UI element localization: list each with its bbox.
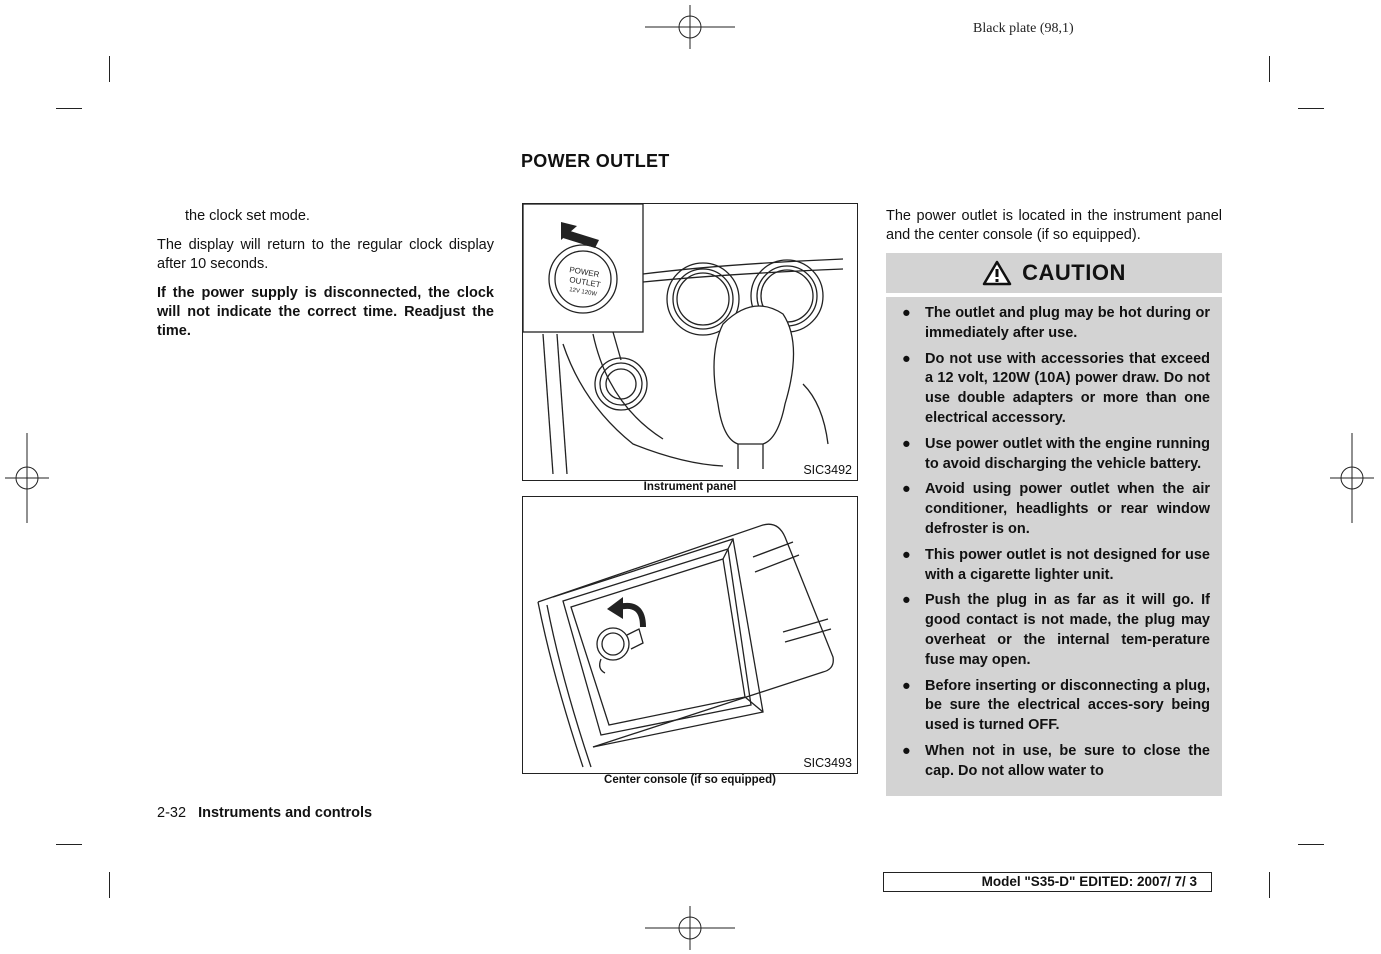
center-console-illustration xyxy=(523,497,857,773)
registration-mark-right xyxy=(1330,433,1374,523)
registration-mark-bottom xyxy=(645,906,735,950)
caution-item: ● Before inserting or disconnecting a plug, be sure the electrical acces-sory being used is turned OFF. xyxy=(902,677,1210,734)
power-outlet-intro: The power outlet is located in the instrument panel and the center console (if so equipped). xyxy=(886,208,1222,243)
instrument-panel-illustration xyxy=(523,204,857,480)
paragraph-display-return: The display will return to the regular clock display after 10 seconds. xyxy=(157,237,494,272)
outlet-label-line1: POWER xyxy=(568,265,600,280)
caution-list xyxy=(886,297,1222,782)
footer-section-name: Instruments and controls xyxy=(198,805,373,821)
caution-title: CAUTION xyxy=(1022,260,1126,285)
outlet-label-line2: OUTLET xyxy=(568,275,602,290)
figure-code: SIC3493 xyxy=(803,756,852,770)
plate-label: Black plate (98,1) xyxy=(973,21,1074,36)
caution-header xyxy=(886,253,1222,297)
caution-item: ● This power outlet is not designed for use with a cigarette lighter unit. xyxy=(902,546,1210,583)
figure-instrument-panel xyxy=(522,203,858,481)
model-edit-line: Model "S35-D" EDITED: 2007/ 7/ 3 xyxy=(883,872,1212,892)
figure-caption-instrument-panel: Instrument panel xyxy=(643,481,737,493)
section-title: POWER OUTLET xyxy=(521,151,670,171)
caution-item: ● Use power outlet with the engine running to avoid discharging the vehicle battery. xyxy=(902,435,1210,472)
caution-box xyxy=(886,253,1222,796)
figure-center-console xyxy=(522,496,858,774)
registration-mark-top xyxy=(645,5,735,49)
registration-mark-left xyxy=(5,433,49,523)
outlet-label-line3: 12V 120W xyxy=(568,287,598,298)
caution-item: ● The outlet and plug may be hot during or immediately after use. xyxy=(902,305,1210,341)
figure-caption-center-console: Center console (if so equipped) xyxy=(604,774,776,786)
warning-triangle-icon xyxy=(982,260,1012,286)
caution-item: ● When not in use, be sure to close the cap. Do not allow water to xyxy=(902,742,1210,779)
paragraph-power-warning: If the power supply is disconnected, the clock will not indicate the correct time. Readjust the time. xyxy=(157,285,494,339)
page-number: 2-32 xyxy=(157,805,187,821)
left-column xyxy=(157,207,494,351)
paragraph-clock-set: the clock set mode. xyxy=(185,208,310,224)
caution-item: ● Push the plug in as far as it will go. If good contact is not made, the plug may overheat or the internal tem-perature fuse may open. xyxy=(902,592,1210,668)
caution-item: ● Avoid using power outlet when the air conditioner, headlights or rear window defroster is on. xyxy=(902,481,1210,537)
figure-code: SIC3492 xyxy=(803,463,852,477)
page-footer xyxy=(157,805,372,821)
caution-item: ● Do not use with accessories that exceed a 12 volt, 120W (10A) power draw. Do not use double adapters or more than one electrical accessory. xyxy=(902,350,1210,426)
